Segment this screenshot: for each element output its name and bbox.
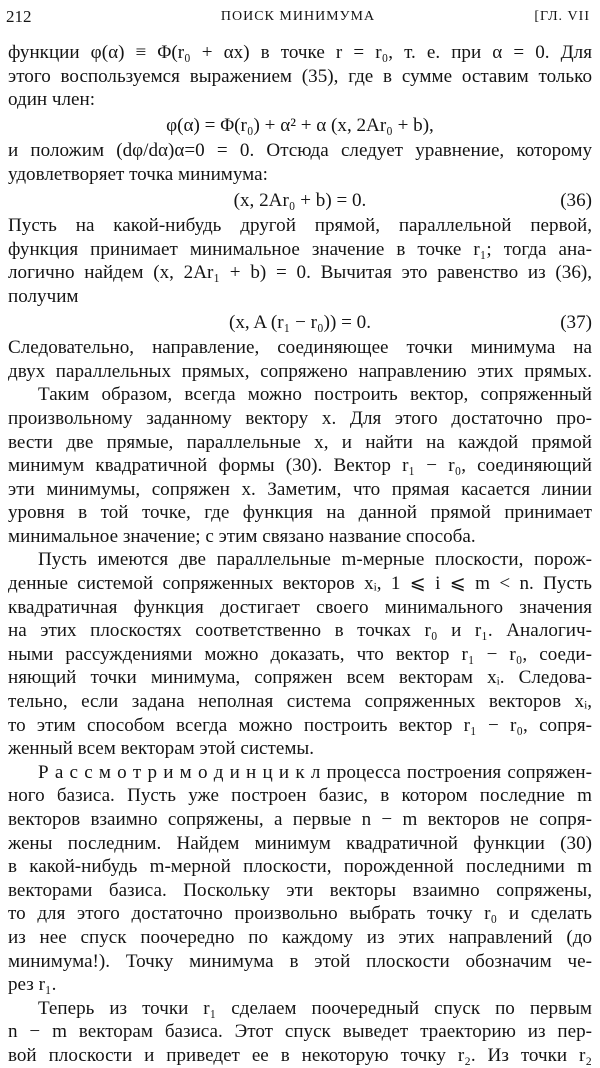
text-line: жены последним. Найдем минимум квадратичной функции (30) [8, 832, 592, 854]
text-line: Следовательно, направление, соединяющее точки минимума на [8, 337, 592, 359]
text-line: ными рассуждениями можно доказать, что вектор r₁ − r₀, соеди- [8, 643, 592, 665]
running-title: ПОИСК МИНИМУМА [220, 9, 376, 24]
page-body [8, 41, 592, 1068]
text-line: в какой-нибудь m-мерной плоскости, порожденной последними m [8, 856, 592, 878]
chapter-label: [ГЛ. VII [534, 9, 590, 24]
text-line: и положим (dφ/dα)α=0 = 0. Отсюда следует уравнение, которому [8, 140, 592, 162]
text-line: то этим способом всегда можно построить вектор r₁ − r₀, сопря- [8, 714, 592, 736]
text-line: векторами базиса. Поскольку эти векторы взаимно сопряжены, [8, 879, 592, 901]
text-line: няющий точки минимума, сопряжен всем векторам xᵢ. Следова- [8, 667, 592, 689]
equation [8, 311, 592, 335]
text-line: удовлетворяет точка минимума: [8, 163, 268, 185]
equation [8, 114, 592, 138]
text-line: вести две прямые, параллельные x, и найти на каждой прямой [8, 431, 592, 453]
text-line: ного базиса. Пусть уже построен базис, в котором последние m [8, 785, 592, 807]
equation-text: (x, A (r₁ − r₀)) = 0. [229, 311, 371, 333]
equation-text: (x, 2Ar₀ + b) = 0. [233, 189, 367, 211]
page-header [6, 6, 590, 28]
text-line: функции φ(α) ≡ Φ(r₀ + αx) в точке r = r₀, т. е. при α = 0. Для [8, 42, 592, 63]
page-number: 212 [6, 7, 32, 26]
text-line: Таким образом, всегда можно построить вектор, сопряженный [38, 384, 592, 406]
text-line: из нее спуск поочередно по каждому из этих направлений (до [8, 926, 592, 948]
text-line: рез r₁. [8, 974, 57, 996]
text-line: минимум квадратичной формы (30). Вектор r₁ − r₀, соединяющий [8, 455, 592, 477]
text-line: тельно, если задана неполная система сопряженных векторов xᵢ, [8, 691, 592, 713]
text-line: логично найдем (x, 2Ar₁ + b) = 0. Вычитая это равенство из (36), [8, 262, 592, 284]
equation-number: (36) [560, 189, 592, 211]
text-line: Пусть на какой-нибудь другой прямой, параллельной первой, [8, 215, 592, 237]
text-line: произвольному заданному вектору x. Для этого достаточно про- [8, 407, 592, 429]
text-line: минимальное значение; с этим связано название способа. [8, 525, 476, 547]
text-line: вой плоскости и приведет ее в некоторую точку r₂. Из точки r₂ [8, 1044, 592, 1066]
text-line: функция принимает минимальное значение в точке r₁; тогда ана- [8, 238, 592, 260]
text-line: этого воспользуемся выражением (35), где в сумме оставим только [8, 65, 592, 87]
text-line: векторов взаимно сопряжены, а первые n − m векторов не сопря- [8, 809, 592, 830]
text-line: один член: [8, 89, 96, 111]
equation-text: φ(α) = Φ(r₀) + α² + α (x, 2Ar₀ + b), [166, 114, 434, 136]
text-line: эти минимумы, сопряжен x. Заметим, что прямая касается линии [8, 478, 592, 500]
text-line: квадратичная функция достигает своего минимального значения [8, 596, 592, 618]
equation-number: (37) [560, 311, 592, 333]
text-line: на этих плоскостях соответственно в точках r₀ и r₁. Аналогич- [8, 620, 592, 642]
text-line: то для этого достаточно произвольно выбрать точку r₀ и сделать [8, 903, 592, 925]
text-line: двух параллельных прямых, сопряжено направлению этих прямых. [8, 360, 592, 382]
text-line: получим [8, 285, 79, 307]
text-line: денные системой сопряженных векторов xᵢ, 1 ⩽ i ⩽ m < n. Пусть [8, 573, 592, 595]
text-line: минимума!). Точку минимума в этой плоскости обозначим че- [8, 950, 592, 972]
text-line: n − m векторам базиса. Этот спуск выведет траекторию из пер- [8, 1021, 592, 1043]
text-line: Пусть имеются две параллельные m-мерные плоскости, порож- [38, 549, 592, 571]
text-line: уровня в той точке, где функция на данной прямой принимает [8, 502, 592, 524]
equation [8, 189, 592, 213]
text-line: женный всем векторам этой системы. [8, 738, 315, 760]
text-line: Р а с с м о т р и м о д и н ц и к л процесса построения сопряжен- [38, 761, 592, 783]
text-line: Теперь из точки r₁ сделаем поочередный спуск по первым [38, 997, 592, 1019]
